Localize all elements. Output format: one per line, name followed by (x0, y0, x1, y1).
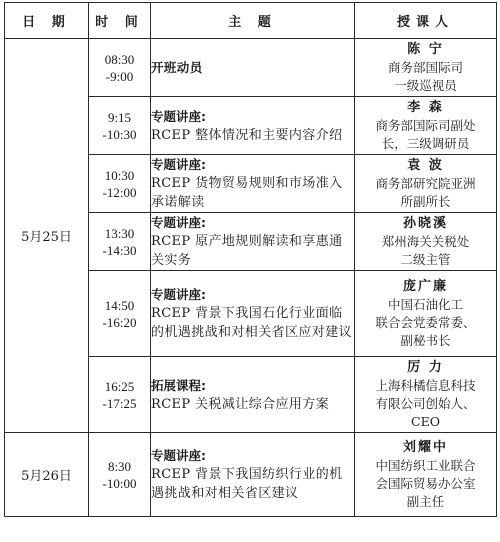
topic-desc: RCEP 货物贸易规则和市场准入承诺解读 (151, 176, 343, 210)
speaker-name: 孙晓溪 (402, 215, 448, 231)
time-cell: 9:15 -10:30 (89, 97, 151, 155)
date-cell: 5月25日 (5, 39, 89, 433)
speaker-title: 上海科橘信息科技 有限公司创始人、 CEO (375, 377, 476, 429)
time-cell: 14:50 -16:20 (89, 271, 151, 357)
table-row (5, 433, 497, 517)
header-speaker: 授课人 (355, 3, 497, 39)
speaker-cell (355, 271, 497, 357)
time-cell: 08:30 -9:00 (89, 39, 151, 97)
header-topic: 主 题 (151, 3, 355, 39)
speaker-title: 商务部国际司 一级巡视员 (387, 59, 463, 93)
speaker-title: 商务部国际司副处 长，三级调研员 (375, 117, 476, 151)
speaker-name: 袁 波 (407, 157, 444, 173)
speaker-cell (355, 155, 497, 213)
topic-cell (151, 39, 355, 97)
date-cell: 5月26日 (5, 433, 89, 517)
schedule-table (4, 2, 497, 517)
time-cell: 16:25 -17:25 (89, 357, 151, 433)
topic-kind: 专题讲座: (151, 157, 206, 172)
speaker-title: 郑州海关关税处 二级主管 (381, 233, 470, 267)
topic-desc: RCEP 关税减让综合应用方案 (151, 396, 330, 412)
time-cell: 13:30 -14:30 (89, 213, 151, 271)
speaker-cell (355, 213, 497, 271)
topic-desc: 开班动员 (151, 60, 203, 75)
topic-kind: 拓展课程: (151, 377, 206, 393)
topic-cell (151, 213, 355, 271)
topic-desc: RCEP 整体情况和主要内容介绍 (151, 127, 343, 143)
header-row (5, 3, 497, 39)
topic-desc: RCEP 背景下我国石化行业面临的机遇挑战和对相关省区应对建议 (151, 306, 353, 340)
topic-cell (151, 433, 355, 517)
topic-cell (151, 271, 355, 357)
speaker-title: 商务部研究院亚洲 所副所长 (375, 175, 476, 209)
speaker-cell (355, 357, 497, 433)
topic-kind: 专题讲座: (151, 215, 206, 230)
speaker-name: 厉 力 (407, 359, 444, 375)
topic-cell (151, 97, 355, 155)
speaker-cell (355, 97, 497, 155)
speaker-name: 陈 宁 (407, 41, 444, 57)
topic-kind: 专题讲座: (151, 108, 206, 124)
speaker-title: 中国纺织工业联合 会国际贸易办公室 副主任 (375, 457, 476, 509)
header-date: 日 期 (5, 3, 89, 39)
topic-desc: RCEP 原产地规则解读和享惠通关实务 (151, 234, 343, 268)
topic-desc: RCEP 背景下我国纺织行业的机遇挑战和对相关省区建议 (151, 467, 343, 501)
table-row (5, 39, 497, 97)
topic-kind: 专题讲座: (151, 287, 206, 302)
topic-cell (151, 357, 355, 433)
topic-kind: 专题讲座: (151, 448, 206, 463)
speaker-cell (355, 433, 497, 517)
speaker-title: 中国石油化工 联合会党委常委、 副秘书长 (375, 296, 476, 348)
speaker-name: 刘耀中 (402, 439, 448, 455)
header-time: 时 间 (89, 3, 151, 39)
speaker-name: 李 森 (407, 99, 444, 115)
time-cell: 8:30 -10:00 (89, 433, 151, 517)
time-cell: 10:30 -12:00 (89, 155, 151, 213)
speaker-name: 庞广廉 (402, 278, 448, 294)
topic-cell (151, 155, 355, 213)
speaker-cell (355, 39, 497, 97)
